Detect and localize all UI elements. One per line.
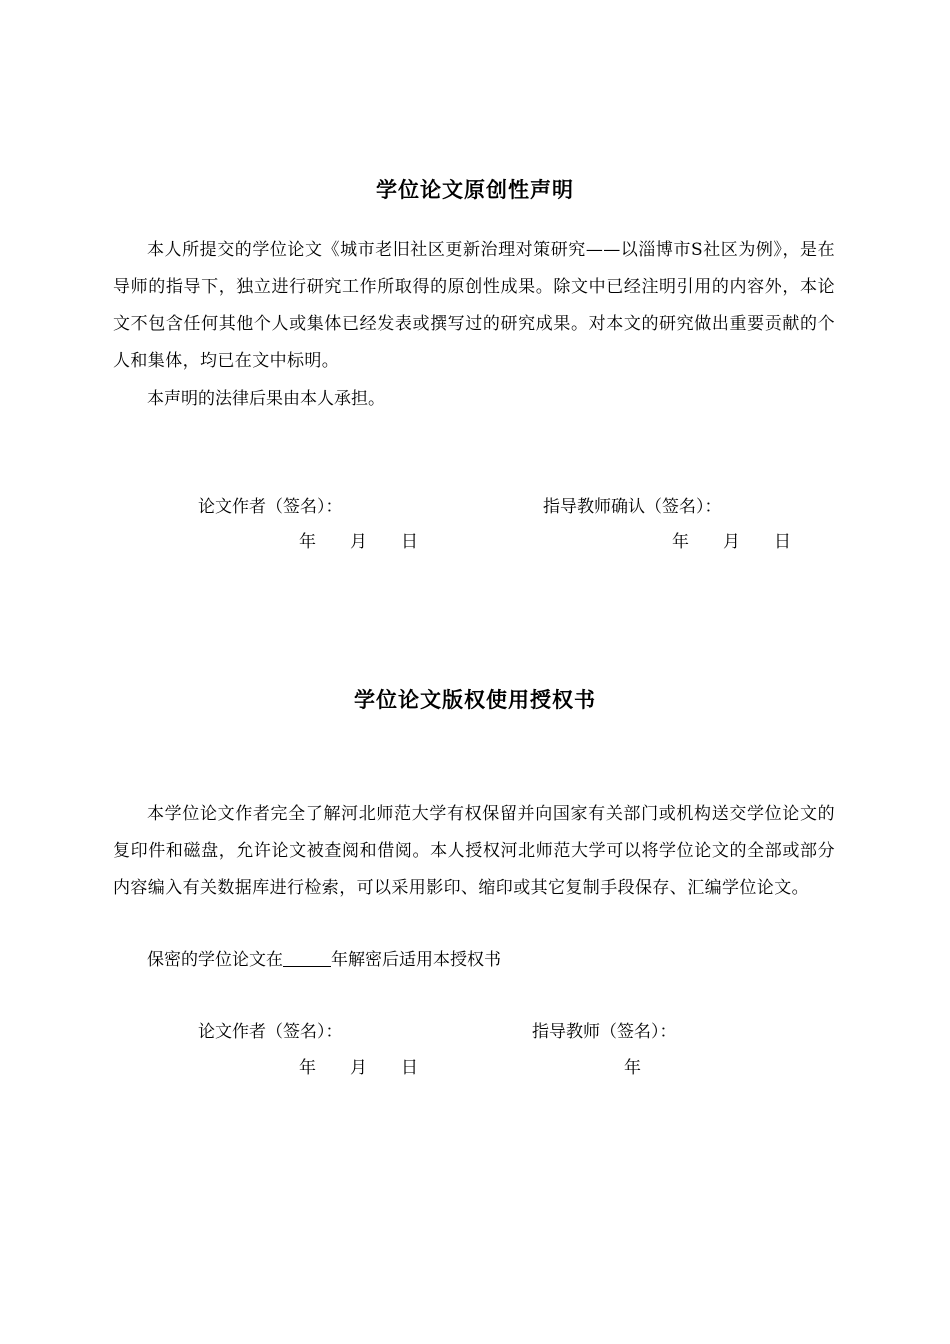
- declaration-advisor-signature-label: 指导教师确认（签名）：: [543, 497, 722, 517]
- declaration-title: 学位论文原创性声明: [376, 178, 574, 202]
- authorization-advisor-date: [624, 1054, 641, 1082]
- authorization-secret-line: [147, 946, 501, 974]
- date-day: 日: [401, 1058, 418, 1078]
- authorization-title: 学位论文版权使用授权书: [354, 688, 596, 712]
- authorization-advisor-signature-label: 指导教师（签名）：: [532, 1022, 677, 1042]
- date-month: 月: [723, 532, 740, 552]
- authorization-author-date: [299, 1054, 418, 1082]
- date-month: 月: [350, 532, 367, 552]
- secret-prefix: 保密的学位论文在: [147, 950, 283, 970]
- authorization-paragraph: 本学位论文作者完全了解河北师范大学有权保留并向国家有关部门或机构送交学位论文的复印件和磁盘，允许论文被查阅和借阅。本人授权河北师范大学可以将学位论文的全部或部分内容编入有关数据库进行检索，可以采用影印、缩印或其它复制手段保存、汇编学位论文。: [113, 804, 835, 898]
- secret-year-blank[interactable]: [283, 948, 331, 967]
- secret-suffix: 年解密后适用本授权书: [331, 950, 501, 970]
- date-year: 年: [624, 1058, 641, 1078]
- declaration-legal-note: 本声明的法律后果由本人承担。: [147, 389, 385, 409]
- declaration-author-signature-label: 论文作者（签名）：: [198, 497, 343, 517]
- date-year: 年: [299, 1058, 316, 1078]
- authorization-author-signature-label: 论文作者（签名）：: [198, 1022, 343, 1042]
- declaration-paragraph: 本人所提交的学位论文《城市老旧社区更新治理对策研究——以淄博市S社区为例》，是在导师的指导下，独立进行研究工作所取得的原创性成果。除文中已经注明引用的内容外，本论文不包含任何其他个人或集体已经发表或撰写过的研究成果。对本文的研究做出重要贡献的个人和集体，均已在文中标明。: [113, 240, 835, 371]
- date-day: 日: [401, 532, 418, 552]
- date-year: 年: [672, 532, 689, 552]
- declaration-advisor-date: [672, 528, 791, 556]
- date-day: 日: [774, 532, 791, 552]
- date-year: 年: [299, 532, 316, 552]
- date-month: 月: [350, 1058, 367, 1078]
- declaration-author-date: [299, 528, 418, 556]
